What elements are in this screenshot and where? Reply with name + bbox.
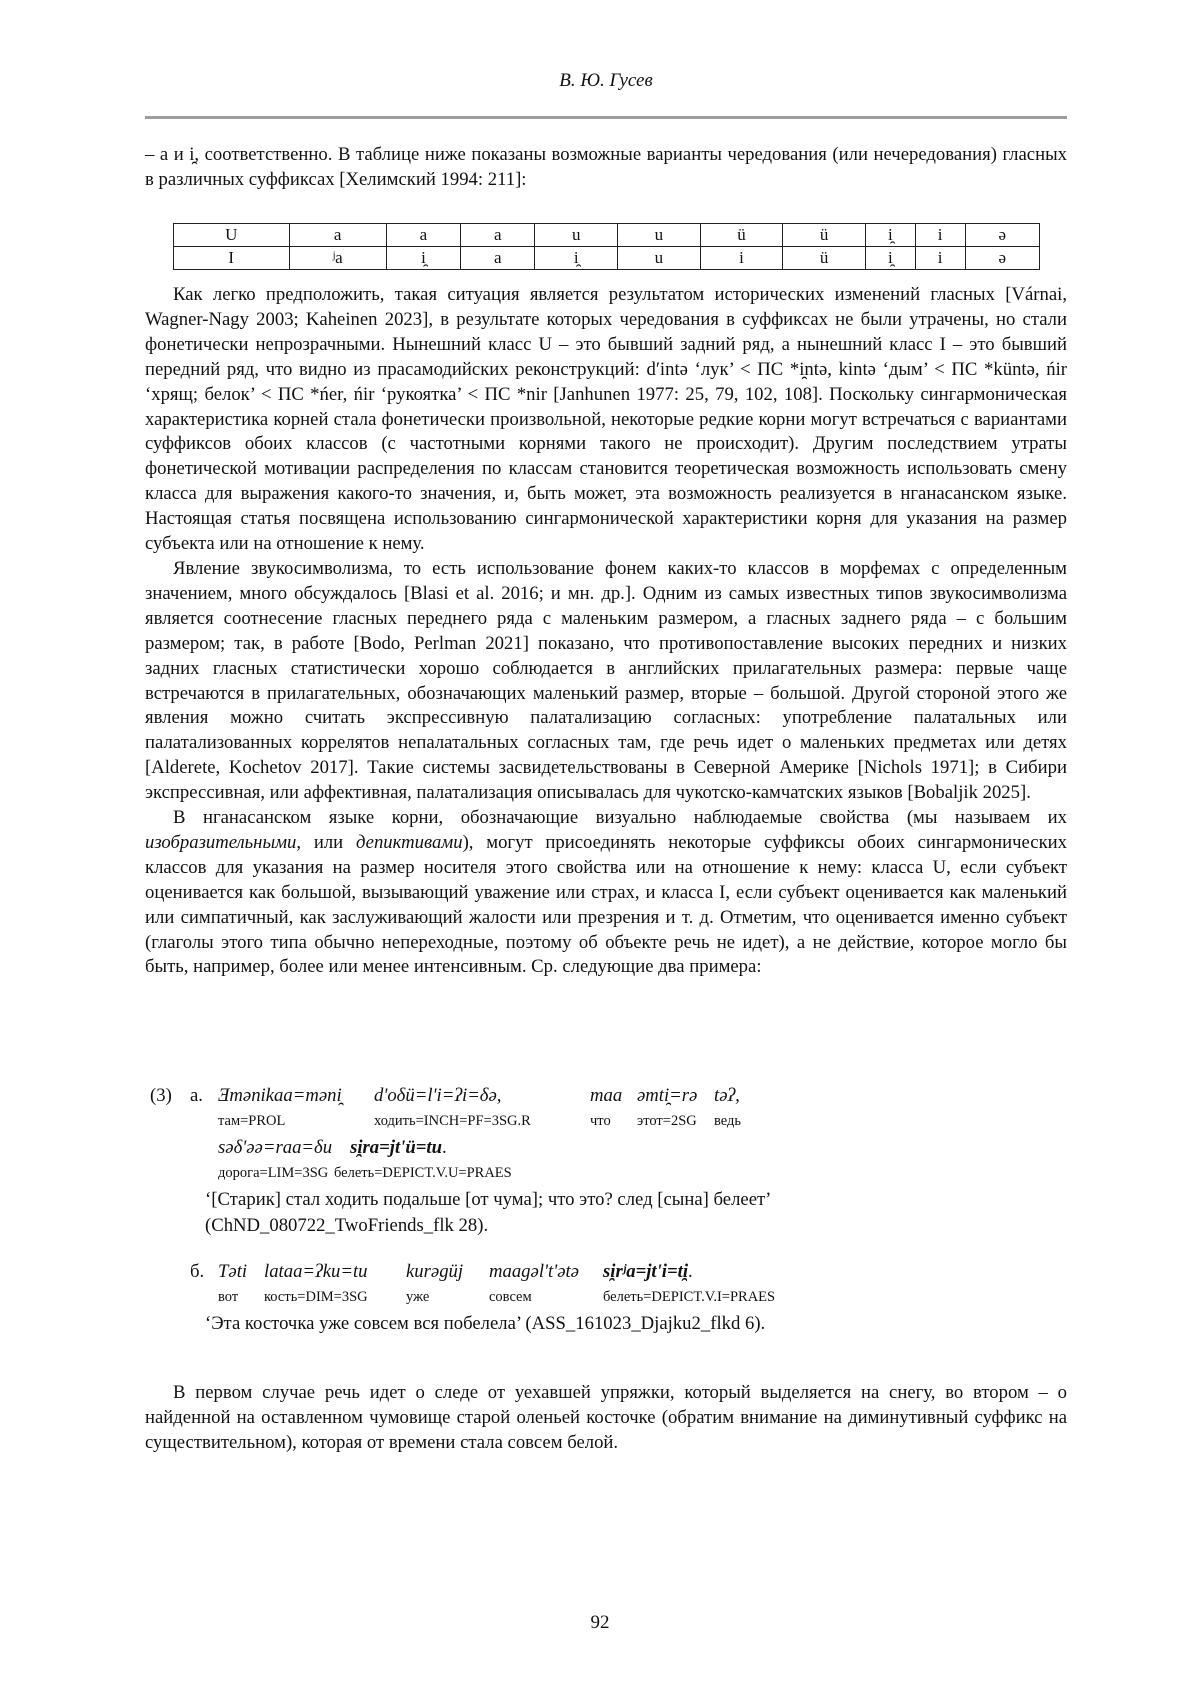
final-paragraph: В первом случае речь идет о следе от уехавшей упряжки, который выделяется на снегу, во втором – о найденной на оставленном чумовище старой оленьей косточке (обратим внимание на диминутивный суффикс на существительном), которая от времени стала совсем белой.: [145, 1382, 1067, 1453]
vowel-cell: ə: [965, 247, 1039, 270]
vowel-cell: ə: [965, 224, 1039, 247]
example-a-gloss: белеть=DEPICT.V.U=PRAES: [334, 1165, 512, 1181]
vowel-cell: i̯: [535, 247, 618, 270]
example-a-gloss: там=PROL: [218, 1113, 286, 1129]
vowel-cell: ü: [700, 224, 783, 247]
intro-text: – a и i̯, соответственно. В таблице ниже показаны возможные варианты чередования (или нечередования) гласных в различных суффиксах [Хелимский 1994: 211]:: [145, 144, 1067, 190]
vowel-cell: ü: [783, 247, 866, 270]
example-a-label: а.: [190, 1085, 203, 1106]
example-a-gloss: ходить=INCH=PF=3SG.R: [374, 1113, 531, 1129]
example-a-source: (ChND_080722_TwoFriends_flk 28).: [205, 1215, 489, 1236]
example-a-word: Ǝmənikaa=məni̯: [218, 1085, 342, 1106]
vowel-cell: i: [915, 247, 965, 270]
vowel-cell: i: [915, 224, 965, 247]
example-b-gloss: уже: [406, 1289, 430, 1305]
example-a-gloss: этот=2SG: [637, 1113, 697, 1129]
vowel-cell: u: [618, 224, 701, 247]
example-b-word: lataa=ʔku=tu: [264, 1261, 368, 1282]
example-a-word: maa: [590, 1085, 623, 1106]
example-b-gloss: кость=DIM=3SG: [264, 1289, 368, 1305]
example-b-gloss: совсем: [489, 1289, 532, 1305]
vowel-cell: u: [535, 224, 618, 247]
example-b-word: Təti: [218, 1261, 248, 1282]
example-b-gloss: вот: [218, 1289, 239, 1305]
vowel-cell: a: [289, 224, 386, 247]
vowel-cell: i̯: [865, 247, 915, 270]
body-text: [145, 283, 1067, 980]
vowel-table-row: [174, 224, 1040, 247]
paragraph-history: Как легко предположить, такая ситуация является результатом исторических изменений гласных [Várnai, Wagner-Nagy 2003; Kaheinen 2023], в результате которых чередования в суффиксах не были утрачены, но стали фонетически непрозрачными. Нынешний класс U – это бывший задний ряд, а нынешний класс I – это бывший передний ряд, что видно из прасамодийских реконструкций: dʹintə ‘лук’ < ПС *i̯ntə, kintə ‘дым’ < ПС *küntə, ńir ‘хрящ; белок’ < ПС *ńer, ńir ‘рукоятка’ < ПС *nir [Janhunen 1977: 25, 79, 102, 108]. Поскольку сингармоническая характеристика корней стала фонетически произвольной, некоторые редкие корни могут встречаться с вариантами суффиксов обоих классов (с частотными корнями такого не происходит). Другим последствием утраты фонетической мотивации распределения по классам становится теоретическая возможность использовать смену класса для выражения какого-то значения, и, быть может, эта возможность реализуется в нганасанском языке. Настоящая статья посвящена использованию сингармонической характеристики корня для указания на размер субъекта или на отношение к нему.: [145, 284, 1067, 555]
vowel-cell: ʲa: [289, 247, 386, 270]
running-header: В. Ю. Гусев: [559, 70, 653, 91]
example-b-label: б.: [190, 1261, 205, 1282]
vowel-class-cell: I: [174, 247, 290, 270]
paragraph-depictives: В нганасанском языке корни, обозначающие визуально наблюдаемые свойства (мы называем их изобразительными, или депиктивами), могут присоединять некоторые суффиксы обоих сингармонических классов для указания на размер носителя этого свойства или на отношение к нему: класса U, если субъект оценивается как большой, вызывающий уважение или страх, и класса I, если субъект оценивается как маленький или симпатичный, как заслуживающий жалости или презрения и т. д. Отметим, что оценивается именно субъект (глаголы этого типа обычно непереходные, поэтому об объекте речь не идет), а не действие, которое могло бы быть, например, более или менее интенсивным. Ср. следующие два примера:: [145, 807, 1067, 978]
vowel-cell: a: [386, 224, 460, 247]
example-a-word: təʔ,: [714, 1085, 740, 1106]
example-number: (3): [150, 1085, 172, 1106]
term-depictive-ru: изобразительными: [145, 831, 297, 853]
example-a-gloss: что: [590, 1113, 611, 1129]
vowel-cell: a: [461, 224, 535, 247]
example-b-translation: ‘Эта косточка уже совсем вся побелела’ (ASS_161023_Djajku2_flkd 6).: [205, 1313, 766, 1334]
example-a-word: dʹoδü=lʹi=ʔi=δə,: [374, 1085, 502, 1106]
vowel-cell: a: [461, 247, 535, 270]
example-a-word: əmti̯=rə: [637, 1085, 698, 1106]
depictive-form-u: si̯ra=jtʹü=tu: [350, 1137, 442, 1158]
header-rule: [145, 116, 1067, 119]
example-a-line2: səδʹəə=raa=δu si̯ra=jtʹü=tu.: [218, 1137, 447, 1158]
page-number: 92: [590, 1612, 610, 1633]
example-b-word: maagəlʹtʹətə: [489, 1261, 579, 1282]
term-depictive: депиктивами: [355, 831, 463, 853]
vowel-class-cell: U: [174, 224, 290, 247]
depictive-form-i: si̯rʲa=jtʹi=ti̯.: [603, 1261, 693, 1282]
example-b-gloss: белеть=DEPICT.V.I=PRAES: [603, 1289, 776, 1305]
example-a-translation: ‘[Старик] стал ходить подальше [от чума]; что это? след [сына] белеет’: [205, 1189, 772, 1210]
vowel-cell: ü: [783, 224, 866, 247]
example-a-gloss: дорога=LIM=3SG: [218, 1165, 329, 1181]
intro-paragraph: [145, 143, 1067, 193]
paragraph-sound-symbolism: Явление звукосимволизма, то есть использование фонем каких-то классов в морфемах с определенным значением, много обсуждалось [Blasi et al. 2016; и мн. др.]. Одним из самых известных типов звукосимволизма является соотнесение гласных переднего ряда с маленьким размером, а гласных заднего ряда – с большим размером; так, в работе [Bodo, Perlman 2021] показано, что противопоставление высоких передних и низких задних гласных статистически хорошо соблюдается в английских прилагательных размера: первые чаще встречаются в прилагательных, обозначающих маленький размер, вторые – большой. Другой стороной этого же явления можно считать экспрессивную палатализацию согласных: употребление палатальных или палатализованных коррелятов непалатальных согласных там, где речь идет о маленьких предметах или детях [Alderete, Kochetov 2017]. Такие системы засвидетельствованы в Северной Америке [Nichols 1971]; в Сибири экспрессивная, или аффективная, палатализация описывалась для чукотско-камчатских языков [Bobaljik 2025].: [145, 557, 1067, 804]
vowel-cell: u: [618, 247, 701, 270]
vowel-cell: i̯: [865, 224, 915, 247]
example-a-gloss: ведь: [714, 1113, 741, 1129]
final-paragraph-block: [145, 1381, 1067, 1456]
vowel-table-row: [174, 247, 1040, 270]
vowel-cell: i̯: [386, 247, 460, 270]
example-b-word: kurəgüj: [406, 1261, 464, 1282]
vowel-cell: i: [700, 247, 783, 270]
vowel-alternation-table: [173, 223, 1040, 270]
